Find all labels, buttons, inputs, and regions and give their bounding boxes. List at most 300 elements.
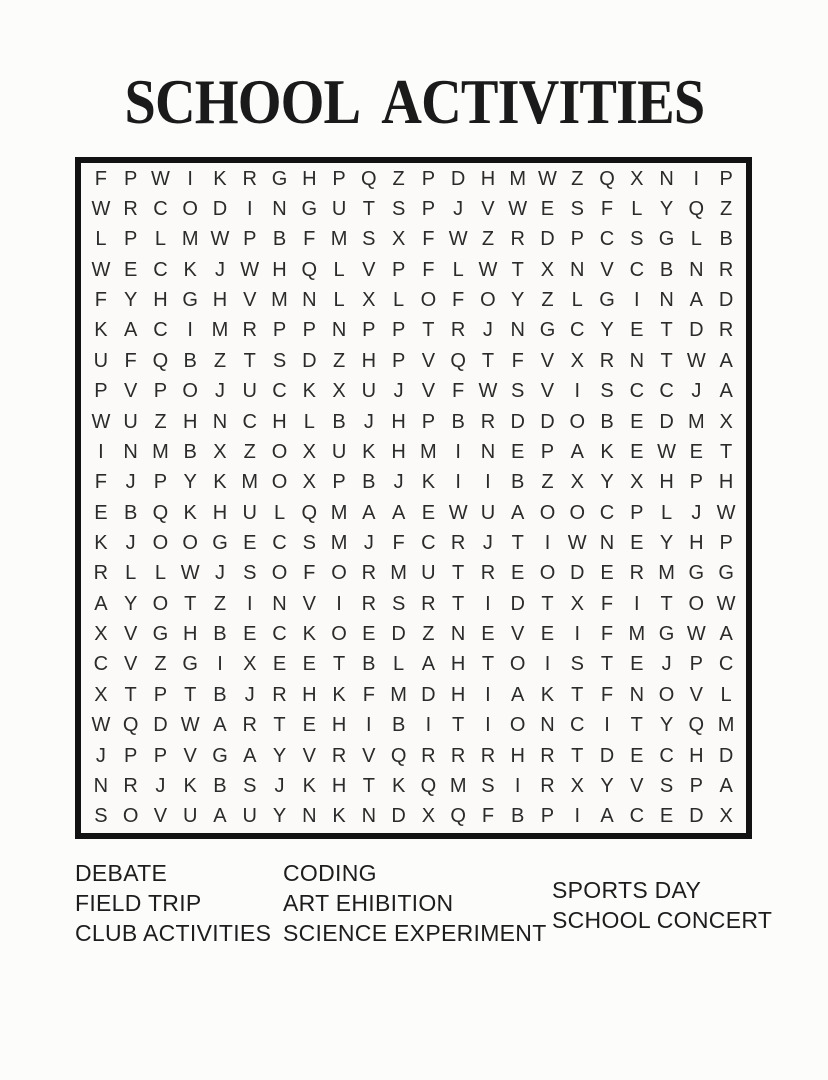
grid-cell-r10-c3: M [152, 440, 169, 463]
grid-cell-r14-c14: R [480, 562, 496, 585]
grid-cell-r3-c7: B [272, 228, 287, 251]
grid-cell-r4-c3: C [153, 258, 168, 281]
grid-cell-r20-c9: R [331, 744, 347, 767]
grid-cell-r14-c8: F [303, 562, 316, 585]
grid-cell-r14-c15: E [511, 562, 525, 585]
grid-cell-r8-c6: U [242, 380, 257, 403]
grid-cell-r17-c14: T [481, 653, 495, 676]
grid-cell-r10-c20: W [657, 440, 676, 463]
grid-cell-r4-c14: W [478, 258, 498, 281]
grid-cell-r4-c11: P [391, 258, 406, 281]
grid-cell-r1-c13: D [450, 167, 466, 190]
grid-cell-r13-c17: W [567, 532, 587, 555]
grid-cell-r22-c20: E [659, 805, 674, 828]
grid-cell-r14-c2: L [125, 562, 137, 585]
grid-cell-r19-c16: N [540, 714, 555, 737]
grid-cell-r6-c22: R [718, 319, 734, 342]
grid-cell-r11-c5: K [213, 471, 227, 494]
grid-cell-r17-c19: E [630, 653, 644, 676]
grid-cell-r11-c8: X [302, 471, 316, 494]
grid-cell-r2-c3: C [153, 198, 168, 221]
grid-cell-r20-c10: V [362, 744, 376, 767]
grid-cell-r19-c19: T [630, 714, 643, 737]
grid-cell-r3-c22: B [719, 228, 733, 251]
grid-cell-r16-c18: F [600, 623, 614, 646]
grid-cell-r22-c3: V [153, 805, 168, 828]
grid-cell-r9-c21: M [688, 410, 705, 433]
grid-cell-r9-c10: J [363, 410, 374, 433]
grid-cell-r6-c16: G [539, 319, 556, 342]
grid-cell-r13-c21: H [689, 532, 704, 555]
grid-cell-r9-c7: H [272, 410, 287, 433]
grid-cell-r18-c2: T [124, 683, 137, 706]
grid-cell-r18-c9: K [332, 683, 346, 706]
grid-cell-r4-c15: T [511, 258, 524, 281]
grid-cell-r18-c7: R [272, 683, 287, 706]
grid-cell-r19-c18: I [604, 714, 610, 737]
grid-cell-r2-c22: Z [720, 198, 733, 221]
grid-cell-r9-c18: B [600, 410, 614, 433]
grid-cell-r10-c5: X [213, 440, 227, 463]
grid-cell-r8-c10: U [361, 380, 377, 403]
grid-cell-r18-c20: O [658, 683, 675, 706]
grid-cell-r12-c2: B [123, 501, 138, 524]
grid-cell-r16-c12: Z [422, 623, 435, 646]
grid-cell-r19-c6: R [242, 714, 257, 737]
grid-cell-r5-c8: N [302, 289, 317, 312]
grid-cell-r7-c16: V [540, 349, 555, 372]
grid-cell-r3-c5: W [210, 228, 230, 251]
grid-cell-r16-c16: E [540, 623, 555, 646]
grid-cell-r14-c19: R [629, 562, 645, 585]
grid-cell-r11-c18: Y [600, 471, 614, 494]
grid-cell-r5-c18: G [599, 289, 615, 312]
grid-cell-r6-c3: C [153, 319, 168, 342]
grid-cell-r16-c13: N [450, 623, 466, 646]
grid-cell-r17-c7: E [272, 653, 287, 676]
grid-cell-r19-c3: D [153, 714, 168, 737]
grid-cell-r2-c10: T [362, 198, 375, 221]
grid-cell-r12-c20: L [661, 501, 673, 524]
grid-cell-r8-c15: S [511, 380, 525, 403]
grid-cell-r12-c16: O [539, 501, 556, 524]
grid-cell-r21-c15: I [514, 774, 521, 797]
word-list-item: DEBATE [75, 860, 168, 886]
grid-cell-r5-c19: I [634, 289, 640, 312]
grid-cell-r13-c20: Y [659, 532, 674, 555]
grid-cell-r8-c17: I [574, 380, 581, 403]
grid-cell-r9-c19: E [630, 410, 644, 433]
grid-cell-r1-c17: Z [571, 167, 584, 190]
word-list-column-2 [283, 858, 547, 948]
grid-cell-r12-c21: J [691, 501, 702, 524]
grid-cell-r15-c19: I [634, 592, 640, 615]
grid-cell-r5-c3: H [153, 289, 168, 312]
grid-cell-r1-c19: X [630, 167, 644, 190]
grid-cell-r7-c19: N [629, 349, 645, 372]
grid-cell-r8-c12: V [421, 380, 436, 403]
word-list [0, 858, 828, 968]
grid-cell-r14-c5: J [214, 562, 225, 585]
grid-cell-r15-c21: O [688, 592, 705, 615]
grid-cell-r18-c4: T [184, 683, 197, 706]
grid-cell-r22-c5: A [213, 805, 227, 828]
grid-cell-r3-c19: S [630, 228, 644, 251]
grid-cell-r2-c6: I [246, 198, 253, 221]
grid-cell-r9-c16: D [540, 410, 555, 433]
grid-cell-r5-c17: L [571, 289, 583, 312]
grid-cell-r10-c18: K [600, 440, 614, 463]
grid-cell-r17-c6: X [243, 653, 257, 676]
grid-cell-r15-c18: F [600, 592, 614, 615]
grid-cell-r20-c12: R [421, 744, 436, 767]
grid-cell-r15-c4: T [184, 592, 197, 615]
grid-cell-r10-c1: I [98, 440, 104, 463]
grid-cell-r13-c1: K [94, 532, 108, 555]
grid-cell-r19-c11: B [391, 714, 406, 737]
grid-cell-r21-c5: B [213, 774, 227, 797]
grid-cell-r11-c13: I [455, 471, 461, 494]
grid-cell-r19-c10: I [366, 714, 372, 737]
grid-cell-r3-c1: L [95, 228, 107, 251]
grid-cell-r2-c20: Y [659, 198, 674, 221]
grid-cell-r17-c2: V [123, 653, 138, 676]
grid-cell-r11-c14: I [485, 471, 491, 494]
grid-cell-r2-c8: G [301, 198, 318, 221]
grid-cell-r16-c7: C [272, 623, 287, 646]
grid-cell-r7-c1: U [93, 349, 109, 372]
grid-cell-r14-c12: U [421, 562, 436, 585]
grid-cell-r15-c16: T [541, 592, 554, 615]
grid-cell-r13-c7: C [272, 532, 287, 555]
grid-cell-r20-c22: D [718, 744, 734, 767]
grid-cell-r15-c10: R [361, 592, 377, 615]
grid-cell-r7-c22: A [719, 349, 733, 372]
grid-cell-r6-c21: D [689, 319, 704, 342]
grid-cell-r11-c9: P [332, 471, 346, 494]
grid-cell-r20-c19: E [630, 744, 644, 767]
grid-cell-r20-c20: C [659, 744, 674, 767]
grid-cell-r1-c2: P [123, 167, 138, 190]
grid-cell-r2-c13: J [453, 198, 464, 221]
grid-cell-r7-c20: T [660, 349, 673, 372]
grid-cell-r14-c11: M [390, 562, 407, 585]
grid-cell-r9-c6: C [242, 410, 257, 433]
grid-cell-r22-c7: Y [272, 805, 287, 828]
grid-cell-r16-c15: V [511, 623, 525, 646]
grid-cell-r10-c22: T [720, 440, 733, 463]
grid-cell-r9-c13: B [451, 410, 465, 433]
grid-cell-r21-c8: K [302, 774, 316, 797]
grid-cell-r20-c6: A [243, 744, 257, 767]
grid-cell-r16-c11: D [391, 623, 406, 646]
grid-cell-r22-c19: C [629, 805, 645, 828]
grid-cell-r19-c1: W [91, 714, 111, 737]
grid-cell-r10-c16: P [540, 440, 555, 463]
grid-cell-r7-c12: V [421, 349, 436, 372]
grid-cell-r19-c20: Y [659, 714, 674, 737]
grid-cell-r9-c20: D [659, 410, 674, 433]
grid-cell-r16-c22: A [719, 623, 733, 646]
grid-cell-r17-c15: O [509, 653, 526, 676]
grid-cell-r21-c12: Q [420, 774, 437, 797]
grid-cell-r11-c7: O [271, 471, 288, 494]
grid-cell-r3-c3: L [154, 228, 166, 251]
grid-cell-r12-c8: Q [301, 501, 318, 524]
grid-cell-r8-c5: J [214, 380, 225, 403]
grid-cell-r5-c6: V [243, 289, 257, 312]
grid-cell-r22-c21: D [689, 805, 704, 828]
grid-cell-r6-c11: P [391, 319, 406, 342]
grid-cell-r3-c14: Z [481, 228, 495, 251]
grid-cell-r4-c1: W [91, 258, 111, 281]
grid-cell-r12-c10: A [362, 501, 376, 524]
grid-cell-r10-c9: U [331, 440, 347, 463]
grid-cell-r22-c15: B [511, 805, 525, 828]
grid-cell-r19-c22: M [717, 714, 735, 737]
grid-cell-r18-c11: M [390, 683, 407, 706]
grid-cell-r20-c13: R [450, 744, 466, 767]
grid-cell-r14-c20: M [658, 562, 675, 585]
word-list-column-3 [552, 858, 772, 935]
grid-cell-r16-c21: W [686, 623, 706, 646]
grid-cell-r20-c21: H [689, 744, 704, 767]
grid-cell-r20-c17: T [571, 744, 584, 767]
grid-cell-r2-c2: R [123, 198, 138, 221]
grid-cell-r18-c10: F [362, 683, 375, 706]
grid-cell-r11-c11: J [393, 471, 404, 494]
grid-cell-r4-c20: B [659, 258, 674, 281]
grid-cell-r9-c9: B [332, 410, 346, 433]
grid-cell-r19-c5: A [213, 714, 227, 737]
grid-cell-r16-c2: V [123, 623, 138, 646]
grid-cell-r19-c8: E [302, 714, 316, 737]
grid-cell-r8-c20: C [659, 380, 674, 403]
grid-cell-r13-c2: J [125, 532, 136, 555]
grid-cell-r22-c9: K [332, 805, 346, 828]
grid-cell-r6-c10: P [362, 319, 376, 342]
grid-cell-r15-c11: S [391, 592, 406, 615]
grid-cell-r6-c17: C [570, 319, 585, 342]
grid-cell-r15-c5: Z [213, 592, 227, 615]
grid-cell-r1-c10: Q [361, 167, 377, 190]
grid-cell-r18-c21: V [689, 683, 703, 706]
grid-cell-r13-c8: S [302, 532, 316, 555]
grid-cell-r2-c19: L [631, 198, 643, 221]
grid-cell-r17-c1: C [93, 653, 109, 676]
grid-cell-r14-c22: G [718, 562, 734, 585]
grid-cell-r3-c6: P [243, 228, 257, 251]
grid-cell-r20-c2: P [123, 744, 138, 767]
grid-cell-r17-c12: A [421, 653, 436, 676]
grid-cell-r6-c7: P [272, 319, 287, 342]
grid-cell-r22-c17: I [574, 805, 581, 828]
grid-cell-r6-c4: I [187, 319, 193, 342]
grid-cell-r18-c8: H [302, 683, 317, 706]
grid-cell-r14-c3: L [154, 562, 166, 585]
grid-cell-r18-c14: I [485, 683, 491, 706]
grid-cell-r16-c10: E [362, 623, 376, 646]
grid-cell-r4-c13: L [452, 258, 464, 281]
grid-cell-r17-c16: I [544, 653, 551, 676]
grid-cell-r22-c2: O [122, 805, 139, 828]
grid-cell-r20-c15: H [510, 744, 525, 767]
grid-cell-r12-c6: U [242, 501, 257, 524]
grid-cell-r13-c18: N [599, 532, 615, 555]
grid-cell-r5-c21: A [689, 289, 703, 312]
grid-cell-r7-c21: W [686, 349, 706, 372]
grid-cell-r3-c4: M [181, 228, 199, 251]
word-list-item: CODING [283, 860, 377, 886]
grid-cell-r9-c14: R [480, 410, 496, 433]
grid-cell-r16-c17: I [574, 623, 581, 646]
grid-cell-r13-c3: O [152, 532, 169, 555]
grid-cell-r7-c3: Q [152, 349, 169, 372]
grid-cell-r7-c18: R [599, 349, 615, 372]
grid-cell-r10-c17: A [570, 440, 584, 463]
grid-cell-r15-c12: R [421, 592, 436, 615]
grid-cell-r16-c19: M [628, 623, 646, 646]
grid-cell-r3-c21: L [690, 228, 702, 251]
word-list-item: CLUB ACTIVITIES [75, 920, 272, 946]
grid-cell-r18-c3: P [153, 683, 168, 706]
grid-cell-r11-c16: Z [541, 471, 554, 494]
grid-cell-r21-c6: S [243, 774, 257, 797]
grid-cell-r13-c14: J [482, 532, 493, 555]
grid-cell-r18-c1: X [94, 683, 108, 706]
grid-cell-r21-c3: J [155, 774, 166, 797]
grid-cell-r17-c22: C [718, 653, 734, 676]
grid-cell-r17-c5: I [217, 653, 223, 676]
grid-cell-r22-c1: S [94, 805, 108, 828]
grid-cell-r18-c22: L [720, 683, 732, 706]
grid-cell-r9-c11: H [391, 410, 406, 433]
grid-cell-r4-c17: N [570, 258, 585, 281]
word-list-item: SCHOOL CONCERT [552, 907, 773, 933]
grid-cell-r6-c19: E [630, 319, 644, 342]
grid-cell-r7-c2: F [124, 349, 137, 372]
grid-cell-r6-c15: N [510, 319, 525, 342]
grid-cell-r17-c4: G [182, 653, 198, 676]
grid-cell-r13-c12: C [421, 532, 436, 555]
grid-cell-r14-c6: S [243, 562, 257, 585]
grid-cell-r8-c13: F [452, 380, 465, 403]
grid-cell-r11-c21: P [689, 471, 703, 494]
grid-cell-r13-c9: M [330, 532, 348, 555]
grid-cell-r13-c22: P [719, 532, 733, 555]
grid-cell-r11-c2: J [125, 471, 136, 494]
grid-cell-r21-c7: J [274, 774, 285, 797]
grid-cell-r17-c18: T [600, 653, 614, 676]
grid-cell-r14-c9: O [331, 562, 347, 585]
grid-cell-r6-c13: R [450, 319, 466, 342]
grid-cell-r15-c15: D [510, 592, 525, 615]
grid-cell-r5-c14: O [480, 289, 496, 312]
grid-cell-r4-c7: H [272, 258, 287, 281]
grid-cell-r2-c17: S [570, 198, 584, 221]
grid-cell-r2-c5: D [212, 198, 228, 221]
grid-cell-r13-c4: O [182, 532, 198, 555]
grid-cell-r17-c10: B [362, 653, 376, 676]
grid-cell-r7-c4: B [183, 349, 197, 372]
grid-cell-r20-c14: R [480, 744, 496, 767]
grid-cell-r21-c18: Y [600, 774, 614, 797]
grid-cell-r12-c3: Q [152, 501, 169, 524]
grid-cell-r18-c13: H [450, 683, 466, 706]
grid-cell-r20-c3: P [153, 744, 168, 767]
grid-cell-r21-c20: S [659, 774, 674, 797]
grid-cell-r4-c16: X [540, 258, 555, 281]
grid-cell-r11-c1: F [94, 471, 107, 494]
grid-cell-r9-c2: U [123, 410, 138, 433]
grid-cell-r3-c12: F [422, 228, 435, 251]
grid-cell-r16-c1: X [94, 623, 108, 646]
grid-cell-r17-c21: P [689, 653, 703, 676]
grid-cell-r14-c4: W [180, 562, 200, 585]
grid-cell-r3-c9: M [330, 228, 348, 251]
grid-cell-r21-c17: X [570, 774, 584, 797]
grid-cell-r2-c14: V [481, 198, 495, 221]
grid-cell-r6-c20: T [660, 319, 673, 342]
grid-cell-r21-c13: M [449, 774, 467, 797]
word-search-grid [81, 163, 746, 833]
grid-cell-r16-c4: H [182, 623, 198, 646]
grid-cell-r4-c6: W [240, 258, 260, 281]
grid-cell-r10-c19: E [630, 440, 644, 463]
grid-cell-r8-c3: P [153, 380, 168, 403]
grid-cell-r7-c9: Z [332, 349, 346, 372]
grid-cell-r4-c10: V [362, 258, 376, 281]
grid-cell-r22-c18: A [600, 805, 614, 828]
grid-cell-r19-c14: I [485, 714, 491, 737]
word-list-item: FIELD TRIP [75, 890, 202, 916]
grid-cell-r22-c22: X [719, 805, 733, 828]
grid-cell-r11-c15: B [511, 471, 525, 494]
grid-cell-r15-c9: I [336, 592, 342, 615]
grid-cell-r8-c18: S [600, 380, 614, 403]
grid-cell-r22-c16: P [540, 805, 555, 828]
grid-cell-r18-c15: A [511, 683, 525, 706]
grid-cell-r22-c10: N [361, 805, 377, 828]
grid-cell-r12-c15: A [511, 501, 525, 524]
grid-cell-r20-c11: Q [390, 744, 407, 767]
grid-cell-r3-c18: C [599, 228, 615, 251]
grid-cell-r9-c4: H [182, 410, 198, 433]
grid-cell-r14-c21: G [688, 562, 705, 585]
grid-cell-r22-c11: D [391, 805, 406, 828]
grid-cell-r16-c20: G [658, 623, 675, 646]
grid-cell-r14-c18: E [600, 562, 614, 585]
grid-cell-r10-c7: O [271, 440, 288, 463]
grid-cell-r18-c18: F [600, 683, 614, 706]
grid-cell-r4-c18: V [600, 258, 614, 281]
grid-cell-r14-c16: O [539, 562, 556, 585]
grid-cell-r1-c11: Z [392, 167, 405, 190]
grid-cell-r10-c14: N [480, 440, 496, 463]
grid-cell-r1-c8: H [302, 167, 317, 190]
grid-cell-r4-c8: Q [301, 258, 318, 281]
grid-cell-r22-c12: X [421, 805, 436, 828]
grid-cell-r2-c16: E [540, 198, 555, 221]
grid-cell-r7-c8: D [302, 349, 317, 372]
grid-cell-r13-c16: I [544, 532, 551, 555]
grid-cell-r4-c5: J [214, 258, 225, 281]
grid-cell-r1-c21: I [693, 167, 700, 190]
grid-cell-r19-c4: W [180, 714, 200, 737]
grid-cell-r18-c16: K [540, 683, 555, 706]
grid-cell-r17-c8: E [302, 653, 316, 676]
grid-cell-r6-c6: R [242, 319, 257, 342]
